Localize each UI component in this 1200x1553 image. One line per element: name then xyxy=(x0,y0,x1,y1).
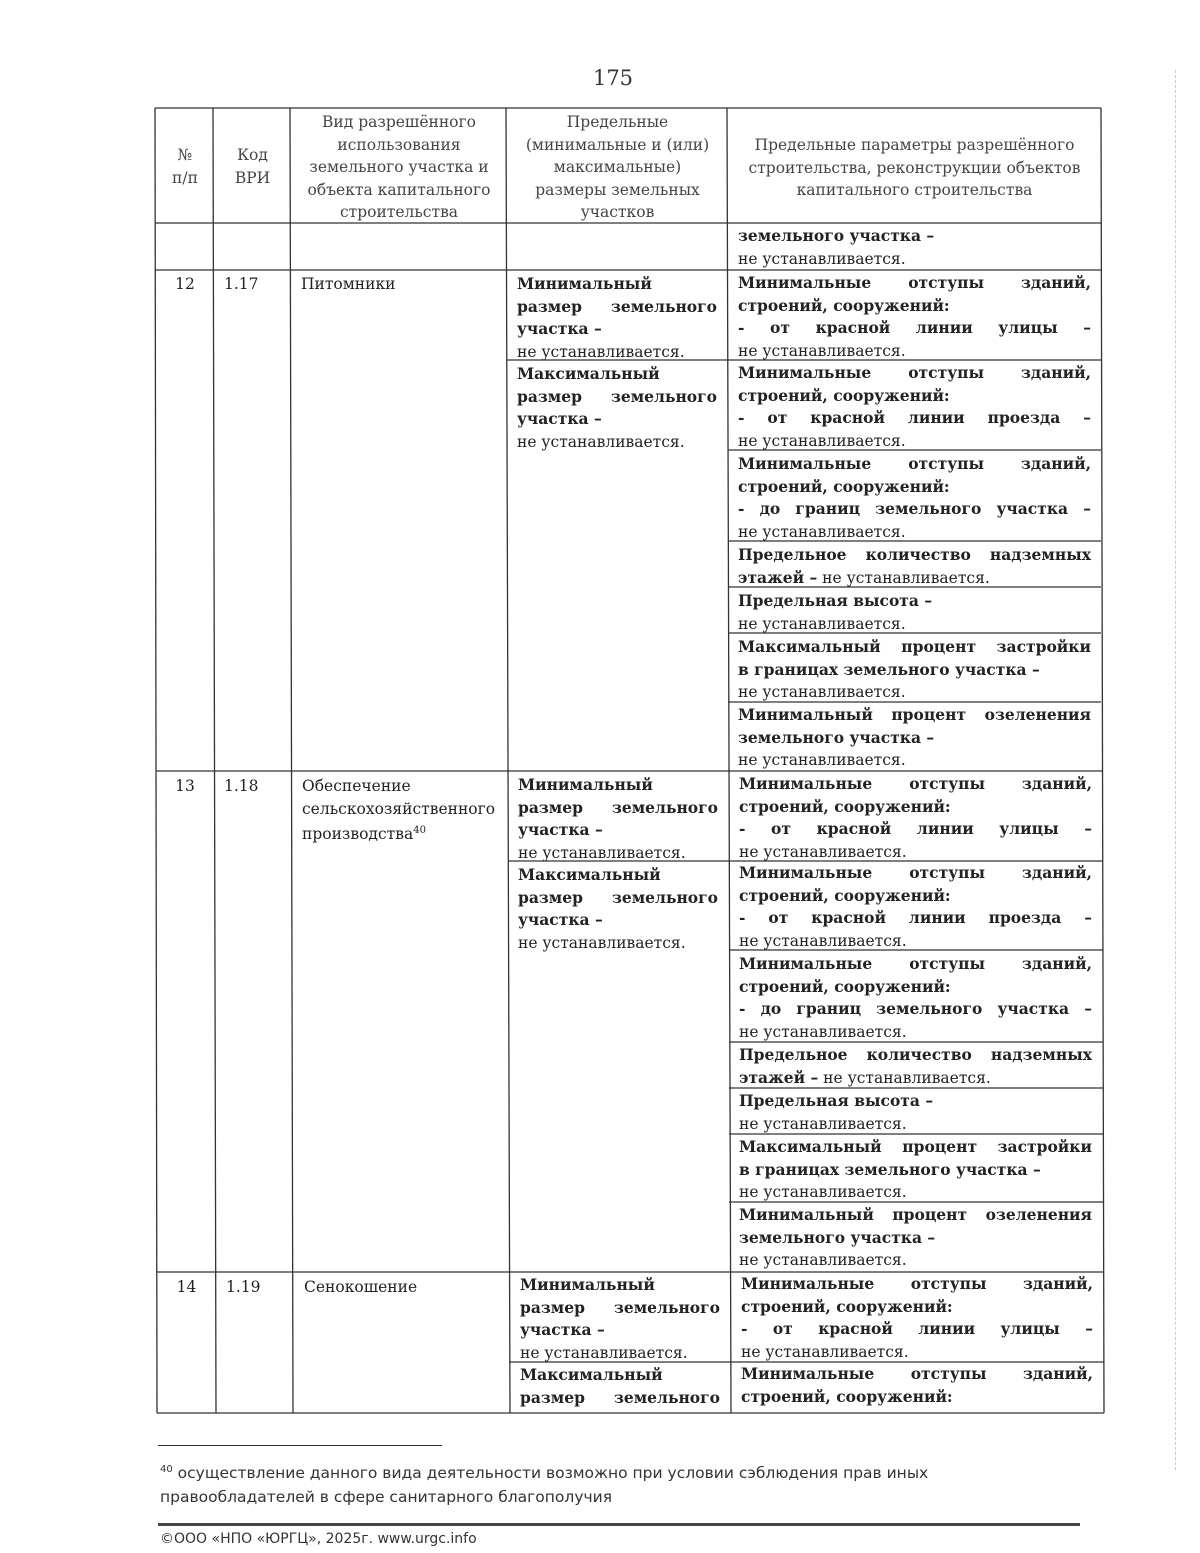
word: размер xyxy=(520,1387,585,1407)
header-text: капитального строительства xyxy=(796,181,1033,199)
cell-text: земельного участка – xyxy=(738,727,935,747)
word: от xyxy=(768,908,789,927)
word: проезда xyxy=(987,408,1061,427)
cell-text: земельного участка – xyxy=(738,226,935,245)
cell-text: строений, сооружений: xyxy=(739,885,951,905)
word: отступы xyxy=(909,863,985,882)
header-col-number xyxy=(157,144,213,189)
max-size-cell xyxy=(520,1364,720,1409)
header-text: максимальные) xyxy=(553,158,682,176)
word: Максимальный xyxy=(738,637,881,656)
row-code: 1.19 xyxy=(226,1278,261,1296)
min-size-cell xyxy=(518,774,718,864)
word: красной xyxy=(816,819,892,838)
word: размер xyxy=(517,296,582,316)
cell-text: не устанавливается. xyxy=(738,249,906,268)
word: процент xyxy=(902,1137,978,1156)
header-text: ВРИ xyxy=(234,168,271,187)
footer-rule xyxy=(158,1523,1080,1526)
word: от xyxy=(770,318,790,337)
height-cell xyxy=(739,1090,1092,1135)
word: Минимальный xyxy=(738,705,873,724)
row-number: 13 xyxy=(175,777,195,795)
word: - xyxy=(739,908,746,927)
cell-text: не устанавливается. xyxy=(517,342,685,361)
word: земельного xyxy=(876,999,983,1018)
cell-text: не устанавливается. xyxy=(739,1251,907,1269)
word: – xyxy=(1084,908,1092,927)
header-col-land-sizes xyxy=(507,111,728,224)
word: улицы xyxy=(1000,1319,1060,1338)
cell-text: участка – xyxy=(520,1320,605,1339)
word: Минимальные xyxy=(738,454,872,473)
cell-text: Минимальный xyxy=(517,274,652,293)
word: Предельное xyxy=(739,1045,848,1064)
row-code: 1.17 xyxy=(224,275,259,293)
green-percent-cell xyxy=(738,704,1091,772)
header-text: строительства xyxy=(339,203,459,221)
word: озеленения xyxy=(984,705,1091,724)
cell-text: Максимальный xyxy=(518,865,661,884)
word: этажей – xyxy=(739,1067,819,1087)
word: улицы xyxy=(998,318,1058,337)
setback-passage-cell xyxy=(741,1363,1093,1408)
cell-text: не устанавливается. xyxy=(741,1342,909,1361)
word: проезда xyxy=(988,908,1062,927)
cell-text: не устанавливается. xyxy=(520,1343,688,1362)
cell-text: не устанавливается. xyxy=(738,683,906,701)
cell-text: не устанавливается. xyxy=(738,431,906,450)
word: - xyxy=(739,999,746,1018)
word: Максимальный xyxy=(739,1137,882,1156)
cell-text: Предельная высота – xyxy=(739,1091,934,1110)
cell-text: земельного участка – xyxy=(739,1227,936,1247)
header-text: (минимальные и (или) xyxy=(525,135,710,154)
cell-text: участка – xyxy=(518,910,603,929)
word: от xyxy=(771,819,791,838)
word: красной xyxy=(815,318,891,337)
word: зданий, xyxy=(1021,363,1091,382)
cell-text: Максимальный xyxy=(517,364,660,383)
word: - xyxy=(738,318,745,337)
cell-text xyxy=(517,296,717,319)
cell-text: строений, сооружений: xyxy=(738,295,950,315)
height-cell xyxy=(738,590,1091,635)
word: этажей – xyxy=(738,567,818,587)
header-col-build-params xyxy=(728,134,1101,202)
scan-edge xyxy=(1175,70,1178,1470)
word: земельного xyxy=(613,1297,720,1317)
word: размер xyxy=(517,386,582,406)
word: не устанавливается. xyxy=(817,568,990,587)
setback-street-cell xyxy=(738,272,1091,362)
footnote-text: осуществление данного вида деятельности возможно при условии сэблюдения прав иных xyxy=(177,1464,929,1483)
built-percent-cell xyxy=(738,636,1091,704)
word: линии xyxy=(907,408,965,427)
cell-text: участка – xyxy=(517,409,602,428)
continuation-cell xyxy=(738,225,934,270)
cell-text: в границах земельного участка – xyxy=(739,1159,1041,1179)
word: размер xyxy=(518,797,583,817)
cell-text: не устанавливается. xyxy=(739,842,907,861)
header-text: использования xyxy=(337,135,461,154)
header-col-code xyxy=(214,144,291,189)
cell-text: Обеспечение xyxy=(302,777,411,795)
word: земельного xyxy=(875,499,982,518)
setback-boundary-cell xyxy=(739,953,1092,1043)
word: Минимальные xyxy=(738,363,872,382)
word: озеленения xyxy=(985,1205,1092,1224)
word: отступы xyxy=(910,1274,987,1293)
word: размер xyxy=(520,1297,585,1317)
setback-boundary-cell xyxy=(738,453,1091,543)
cell-text: не устанавливается. xyxy=(739,931,907,950)
word: линии xyxy=(908,908,966,927)
setback-street-cell xyxy=(741,1273,1093,1363)
cell-text: производства xyxy=(302,825,414,844)
word: границ xyxy=(796,999,862,1018)
word: процент xyxy=(892,1205,968,1224)
word: – xyxy=(1083,499,1091,518)
cell-text: Максимальный xyxy=(520,1365,663,1384)
word: – xyxy=(1083,408,1091,427)
row-code: 1.18 xyxy=(224,777,259,795)
min-size-cell xyxy=(520,1274,720,1364)
green-percent-cell xyxy=(739,1204,1092,1272)
header-text: объекта капитального xyxy=(307,180,491,199)
footnote xyxy=(160,1458,1060,1509)
footnote-marker: 40 xyxy=(160,1464,173,1475)
cell-text: не устанавливается. xyxy=(738,751,906,769)
floors-cell xyxy=(739,1044,1092,1089)
word: надземных xyxy=(989,545,1091,564)
cell-text: не устанавливается. xyxy=(738,341,906,360)
header-col-use-type xyxy=(291,111,507,224)
cell-text: не устанавливается. xyxy=(738,522,906,541)
word: – xyxy=(1084,819,1092,838)
header-text: размеры земельных xyxy=(535,180,700,199)
min-size-cell xyxy=(517,273,717,363)
word: улицы xyxy=(999,819,1059,838)
word: – xyxy=(1084,999,1092,1018)
cell-text: не устанавливается. xyxy=(739,1022,907,1041)
cell-text: строений, сооружений: xyxy=(739,796,951,816)
word: до xyxy=(759,499,781,518)
word: размер xyxy=(518,887,583,907)
header-text: Вид разрешённого xyxy=(322,113,476,131)
word: земельного xyxy=(613,1387,720,1407)
word: отступы xyxy=(910,1364,987,1383)
setback-passage-cell xyxy=(739,862,1092,952)
word: отступы xyxy=(908,363,984,382)
word: Минимальные xyxy=(741,1274,875,1293)
cell-text: участка – xyxy=(518,820,603,839)
cell-text: в границах земельного участка – xyxy=(738,659,1040,679)
word: от xyxy=(767,408,788,427)
word: участка xyxy=(996,499,1069,518)
word: застройки xyxy=(997,1137,1092,1156)
word: количество xyxy=(866,1045,972,1064)
word: отступы xyxy=(909,774,985,793)
cell-text: строений, сооружений: xyxy=(739,976,951,996)
row-use-name: Питомники xyxy=(301,275,396,293)
word: красной xyxy=(811,908,886,927)
word: от xyxy=(772,1319,793,1338)
word: участка xyxy=(997,999,1070,1018)
cell-text: участка – xyxy=(517,319,602,338)
page-number: 175 xyxy=(592,66,634,90)
word: зданий, xyxy=(1022,954,1092,973)
word: надземных xyxy=(990,1045,1092,1064)
word: количество xyxy=(865,545,971,564)
word: Минимальные xyxy=(739,774,873,793)
cell-text: сельскохозяйственного xyxy=(302,799,496,818)
footnote-text: правообладателей в сфере санитарного благополучия xyxy=(160,1488,613,1507)
cell-text: не устанавливается. xyxy=(739,1183,907,1201)
cell-text: строений, сооружений: xyxy=(738,476,950,496)
header-text: участков xyxy=(580,203,655,221)
cell-text xyxy=(517,386,717,409)
word: зданий, xyxy=(1023,1274,1093,1293)
header-text: Предельные параметры разрешённого xyxy=(754,136,1075,154)
header-text: земельного участка и xyxy=(309,158,489,176)
row-use-name: Сенокошение xyxy=(304,1278,418,1296)
row-number: 12 xyxy=(175,275,195,293)
word: зданий, xyxy=(1021,454,1091,473)
header-text: Код xyxy=(237,146,268,164)
word: Минимальный xyxy=(739,1205,874,1224)
word: красной xyxy=(810,408,885,427)
row-number: 14 xyxy=(176,1278,197,1296)
word: зданий, xyxy=(1021,273,1091,292)
cell-text: строений, сооружений: xyxy=(738,385,950,405)
word: Предельное xyxy=(738,545,847,564)
word: линии xyxy=(918,1319,976,1338)
built-percent-cell xyxy=(739,1136,1092,1204)
cell-text: не устанавливается. xyxy=(738,614,906,633)
word: - xyxy=(738,499,745,518)
word: процент xyxy=(901,637,977,656)
word: земельного xyxy=(611,887,718,907)
header-text: № xyxy=(177,146,193,164)
word: зданий, xyxy=(1022,863,1092,882)
word: не устанавливается. xyxy=(818,1068,991,1087)
word: земельного xyxy=(610,296,717,316)
word: Минимальные xyxy=(738,273,872,292)
word: отступы xyxy=(909,954,985,973)
word: границ xyxy=(795,499,861,518)
word: линии xyxy=(916,819,974,838)
word: процент xyxy=(891,705,967,724)
cell-text: строений, сооружений: xyxy=(741,1386,953,1406)
cell-text: строений, сооружений: xyxy=(741,1296,953,1316)
word: Минимальные xyxy=(741,1364,875,1383)
word: земельного xyxy=(610,386,717,406)
footnote-separator xyxy=(158,1445,442,1446)
cell-text: не устанавливается. xyxy=(518,843,686,862)
max-size-cell xyxy=(518,864,718,954)
cell-text: Минимальный xyxy=(520,1275,655,1294)
setback-street-cell xyxy=(739,773,1092,863)
word: отступы xyxy=(908,454,984,473)
setback-passage-cell xyxy=(738,362,1091,452)
word: - xyxy=(739,819,746,838)
floors-cell xyxy=(738,544,1091,589)
footer-copyright: ©ООО «НПО «ЮРГЦ», 2025г. www.urgc.info xyxy=(160,1531,477,1547)
word: линии xyxy=(915,318,973,337)
word: – xyxy=(1085,1319,1093,1338)
word: отступы xyxy=(908,273,984,292)
max-size-cell xyxy=(517,363,717,453)
header-text: п/п xyxy=(172,168,198,187)
header-text: Предельные xyxy=(566,113,669,131)
word: - xyxy=(738,408,745,427)
word: земельного xyxy=(611,797,718,817)
header-text: строительства, реконструкции объектов xyxy=(748,158,1081,177)
word: Минимальные xyxy=(739,954,873,973)
row-use-name xyxy=(302,775,495,846)
word: – xyxy=(1083,318,1091,337)
cell-text: Предельная высота – xyxy=(738,591,933,610)
word: зданий, xyxy=(1022,774,1092,793)
word: застройки xyxy=(996,637,1091,656)
cell-text: не устанавливается. xyxy=(739,1114,907,1133)
cell-text: не устанавливается. xyxy=(518,933,686,952)
word: до xyxy=(760,999,782,1018)
cell-text: не устанавливается. xyxy=(517,432,685,451)
word: зданий, xyxy=(1023,1364,1093,1383)
word: - xyxy=(741,1319,748,1338)
footnote-ref[interactable]: 40 xyxy=(413,825,426,836)
word: красной xyxy=(818,1319,893,1338)
word: Минимальные xyxy=(739,863,873,882)
cell-text: Минимальный xyxy=(518,775,653,794)
